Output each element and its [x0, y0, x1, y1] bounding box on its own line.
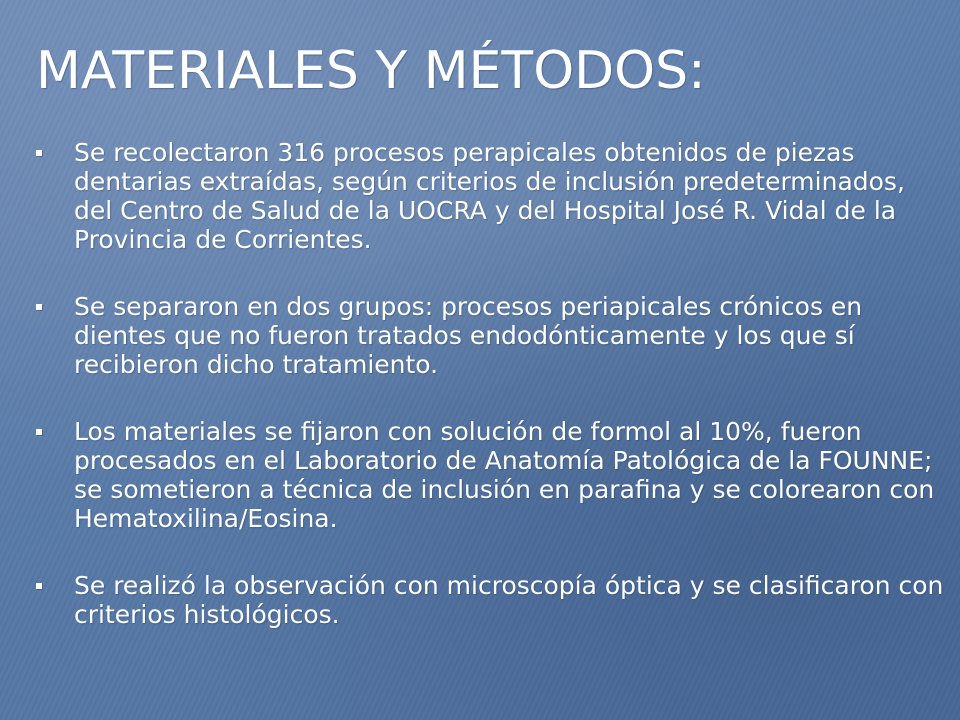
square-bullet-icon — [36, 429, 42, 435]
bullet-item — [36, 138, 948, 254]
bullet-item — [36, 417, 948, 533]
square-bullet-icon — [36, 583, 42, 589]
bullet-item — [36, 292, 948, 379]
bullet-text: Los materiales se fijaron con solución de formol al 10%, fueron procesados en el Laboratorio de Anatomía Patológica de la FOUNNE; se sometieron a técnica de inclusión en parafina y se colorearon con Hematoxilina/Eosina. — [74, 417, 935, 533]
square-bullet-icon — [36, 304, 42, 310]
bullet-text: Se recolectaron 316 procesos perapicales obtenidos de piezas dentarias extraídas, según criterios de inclusión predeterminados, del Centro de Salud de la UOCRA y del Hospital José R. Vidal de la Provincia de Corrientes. — [74, 138, 905, 254]
slide-title: MATERIALES Y MÉTODOS: — [36, 41, 706, 101]
square-bullet-icon — [36, 150, 42, 156]
bullet-text: Se realizó la observación con microscopía óptica y se clasificaron con criterios histológicos. — [74, 571, 944, 629]
bullet-item — [36, 571, 948, 629]
bullet-text: Se separaron en dos grupos: procesos periapicales crónicos en dientes que no fueron tratados endodónticamente y los que sí recibieron dicho tratamiento. — [74, 292, 863, 379]
bullet-list — [36, 138, 948, 667]
